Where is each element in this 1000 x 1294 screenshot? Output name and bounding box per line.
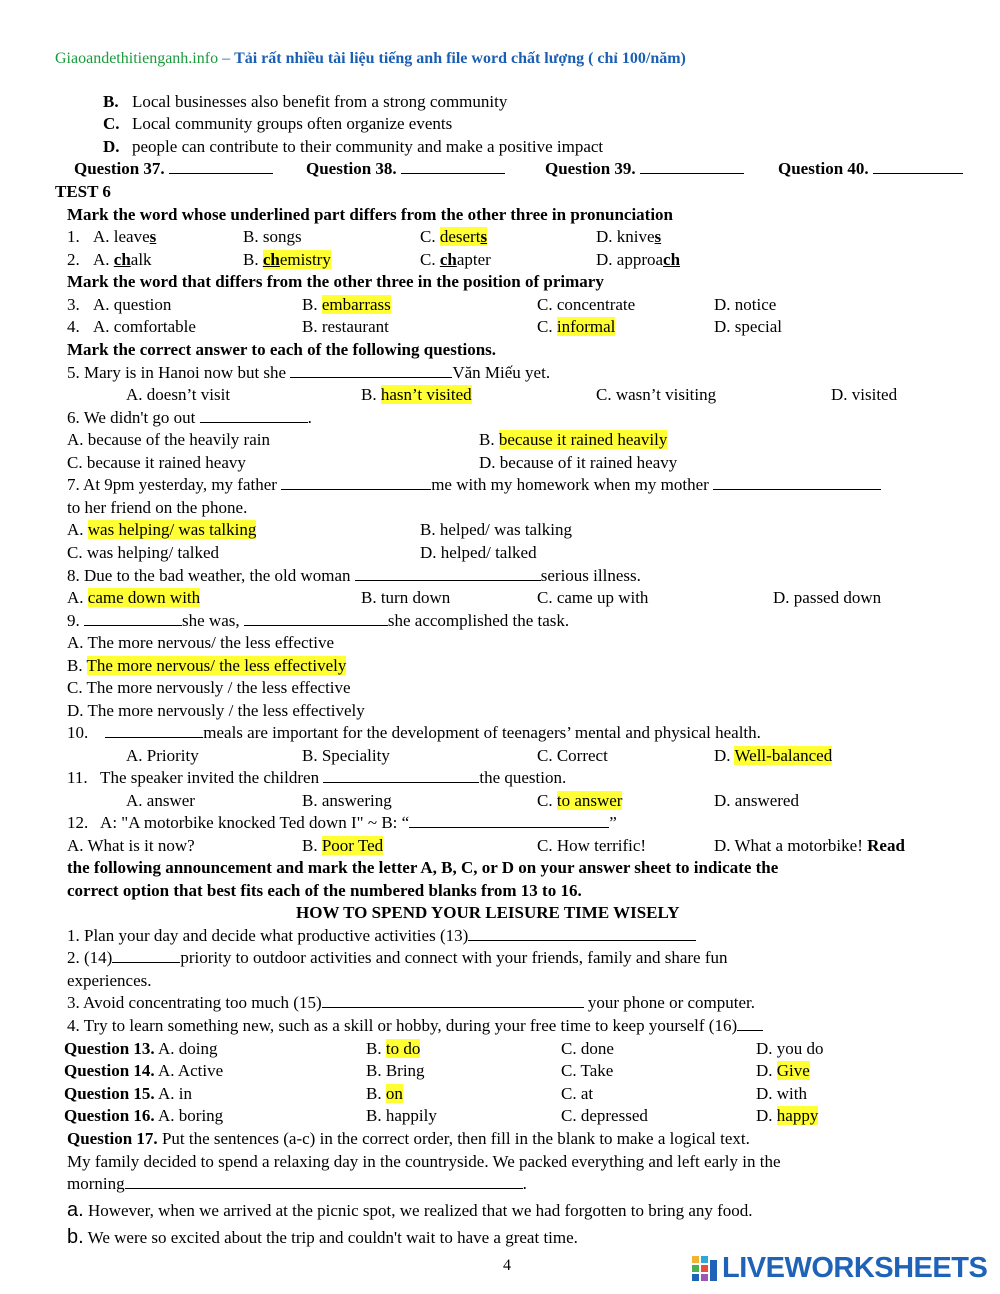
option-c: C. concentrate (537, 295, 636, 314)
option-d: D. passed down (773, 588, 882, 607)
option-d: D. special (714, 317, 782, 336)
question-17-instruction: Question 17. Put the sentences (a-c) in the correct order, then fill in the blank to make a logical text. (67, 1129, 750, 1148)
option-c: C. because it rained heavy (67, 453, 246, 472)
stress-instruction: Mark the word that differs from the other three in the position of primary (67, 272, 604, 291)
option-b: B. songs (243, 227, 302, 246)
liveworksheets-logo-icon (692, 1256, 718, 1282)
question-label: Question 16. A. boring (64, 1106, 224, 1125)
option-a: A. question (93, 295, 172, 314)
question-6-stem: 6. We didn't go out . (67, 408, 312, 427)
answer-slot-39: Question 39. (545, 158, 744, 180)
option-d: D. knives (596, 227, 662, 246)
page-header (55, 50, 686, 68)
reading-item-2-cont: experiences. (67, 971, 152, 990)
option-a: A. Priority (126, 746, 199, 765)
option-a: A. answer (126, 791, 195, 810)
reading-instruction-line-3: correct option that best fits each of the numbered blanks from 13 to 16. (67, 881, 582, 900)
question-9-option-d: D. The more nervously / the less effectively (67, 701, 365, 720)
option-text: Local businesses also benefit from a strong community (132, 92, 508, 111)
option-b: B. restaurant (302, 317, 389, 336)
option-d: D. answered (714, 791, 799, 810)
option-d: D. you do (756, 1039, 824, 1058)
option-d: D. visited (831, 385, 898, 404)
question-number: 4. (67, 317, 80, 336)
option-b: B. chemistry (243, 250, 331, 269)
header-dash: – (218, 50, 235, 67)
reading-instruction-line-2: the following announcement and mark the letter A, B, C, or D on your answer sheet to indicate the (67, 858, 779, 877)
option-d: D. happy (756, 1106, 819, 1125)
option-d: D. because of it rained heavy (479, 453, 678, 472)
question-17-intro-cont: morning . (67, 1174, 527, 1193)
question-7-stem-cont: to her friend on the phone. (67, 498, 248, 517)
option-a: A. leaves (93, 227, 157, 246)
option-c: C. came up with (537, 588, 649, 607)
option-b: B. hasn’t visited (361, 385, 472, 404)
question-9-option-b: B. The more nervous/ the less effectively (67, 656, 347, 675)
option-a: A. because of the heavily rain (67, 430, 270, 449)
question-label: Question 14. A. Active (64, 1061, 224, 1080)
pronunciation-instruction: Mark the word whose underlined part differs from the other three in pronunciation (67, 205, 674, 224)
option-c: C. depressed (561, 1106, 648, 1125)
option-d: D. notice (714, 295, 777, 314)
option-letter: C. (103, 114, 120, 133)
question-11-stem: 11. The speaker invited the children the question. (67, 768, 567, 787)
option-b: B. answering (302, 791, 392, 810)
option-letter: B. (103, 92, 119, 111)
option-c: C. informal (537, 317, 616, 336)
option-c: C. to answer (537, 791, 623, 810)
option-a: A. chalk (93, 250, 152, 269)
option-a: A. doesn’t visit (126, 385, 231, 404)
answer-slot-37: Question 37. (74, 158, 273, 180)
option-c: C. wasn’t visiting (596, 385, 717, 404)
option-b: B. because it rained heavily (479, 430, 668, 449)
option-text: Local community groups often organize events (132, 114, 453, 133)
option-b: B. embarrass (302, 295, 391, 314)
reading-item-2: 2. (14) priority to outdoor activities and connect with your friends, family and share fun (67, 948, 728, 967)
question-7-stem: 7. At 9pm yesterday, my father me with my homework when my mother (67, 474, 881, 496)
reading-item-4: 4. Try to learn something new, such as a skill or hobby, during your free time to keep yourself (16) (67, 1015, 763, 1037)
reading-title: HOW TO SPEND YOUR LEISURE TIME WISELY (296, 903, 680, 922)
page-number: 4 (503, 1257, 511, 1274)
option-b: B. helped/ was talking (420, 520, 573, 539)
answer-slot-40: Question 40. (778, 158, 963, 180)
question-number: 1. (67, 227, 80, 246)
question-5-stem: 5. Mary is in Hanoi now but she Văn Miếu yet. (67, 363, 551, 382)
question-17-intro: My family decided to spend a relaxing day in the countryside. We packed everything and left early in the (67, 1152, 781, 1171)
question-8-stem: 8. Due to the bad weather, the old woman serious illness. (67, 566, 641, 585)
option-d: D. Give (756, 1061, 810, 1080)
option-b: B. Bring (366, 1061, 425, 1080)
reading-item-3: 3. Avoid concentrating too much (15) your phone or computer. (67, 993, 756, 1012)
question-17-sentence-a: a. However, when we arrived at the picnic spot, we realized that we had forgotten to bring any food. (67, 1199, 753, 1221)
question-10-stem: 10. meals are important for the development of teenagers’ mental and physical health. (67, 723, 761, 742)
option-b: B. turn down (361, 588, 451, 607)
option-c: C. Correct (537, 746, 608, 765)
question-9-stem: 9. she was, she accomplished the task. (67, 611, 570, 630)
option-c: C. deserts (420, 227, 488, 246)
question-number: 3. (67, 295, 80, 314)
header-site[interactable]: Giaoandethitienganh.info (55, 50, 219, 67)
question-label: Question 13. A. doing (64, 1039, 218, 1058)
question-number: 2. (67, 250, 80, 269)
option-a: A. came down with (67, 588, 201, 607)
question-9-option-c: C. The more nervously / the less effective (67, 678, 351, 697)
grammar-instruction: Mark the correct answer to each of the following questions. (67, 340, 497, 359)
option-c: C. How terrific! (537, 836, 647, 855)
question-label: Question 15. A. in (64, 1084, 192, 1103)
reading-item-1: 1. Plan your day and decide what productive activities (13) (67, 925, 696, 947)
option-d: D. What a motorbike! Read (714, 836, 905, 855)
option-d: D. Well-balanced (714, 746, 833, 765)
question-17-sentence-b: b. We were so excited about the trip and couldn't wait to have a great time. (67, 1226, 578, 1248)
option-c: C. Take (561, 1061, 614, 1080)
option-a: A. comfortable (93, 317, 196, 336)
option-c: C. done (561, 1039, 614, 1058)
option-b: B. Speciality (302, 746, 390, 765)
option-letter: D. (103, 137, 120, 156)
option-a: A. was helping/ was talking (67, 520, 257, 539)
option-b: B. to do (366, 1039, 421, 1058)
question-12-stem: 12. A: "A motorbike knocked Ted down I" ~ B: “ ” (67, 813, 617, 832)
logo-text: LIVEWORKSHEETS (722, 1252, 988, 1284)
option-c: C. at (561, 1084, 594, 1103)
option-text: people can contribute to their community and make a positive impact (132, 137, 604, 156)
option-b: B. on (366, 1084, 403, 1103)
option-b: B. Poor Ted (302, 836, 384, 855)
option-b: B. happily (366, 1106, 437, 1125)
option-d: D. approach (596, 250, 681, 269)
header-promo: Tải rất nhiều tài liệu tiếng anh file word chất lượng ( chỉ 100/năm) (234, 50, 686, 67)
option-d: D. with (756, 1084, 807, 1103)
test-title: TEST 6 (55, 182, 111, 201)
question-9-option-a: A. The more nervous/ the less effective (67, 633, 335, 652)
option-a: A. What is it now? (67, 836, 195, 855)
option-c: C. was helping/ talked (67, 543, 220, 562)
answer-slot-38: Question 38. (306, 158, 505, 180)
option-c: C. chapter (420, 250, 491, 269)
option-d: D. helped/ talked (420, 543, 537, 562)
